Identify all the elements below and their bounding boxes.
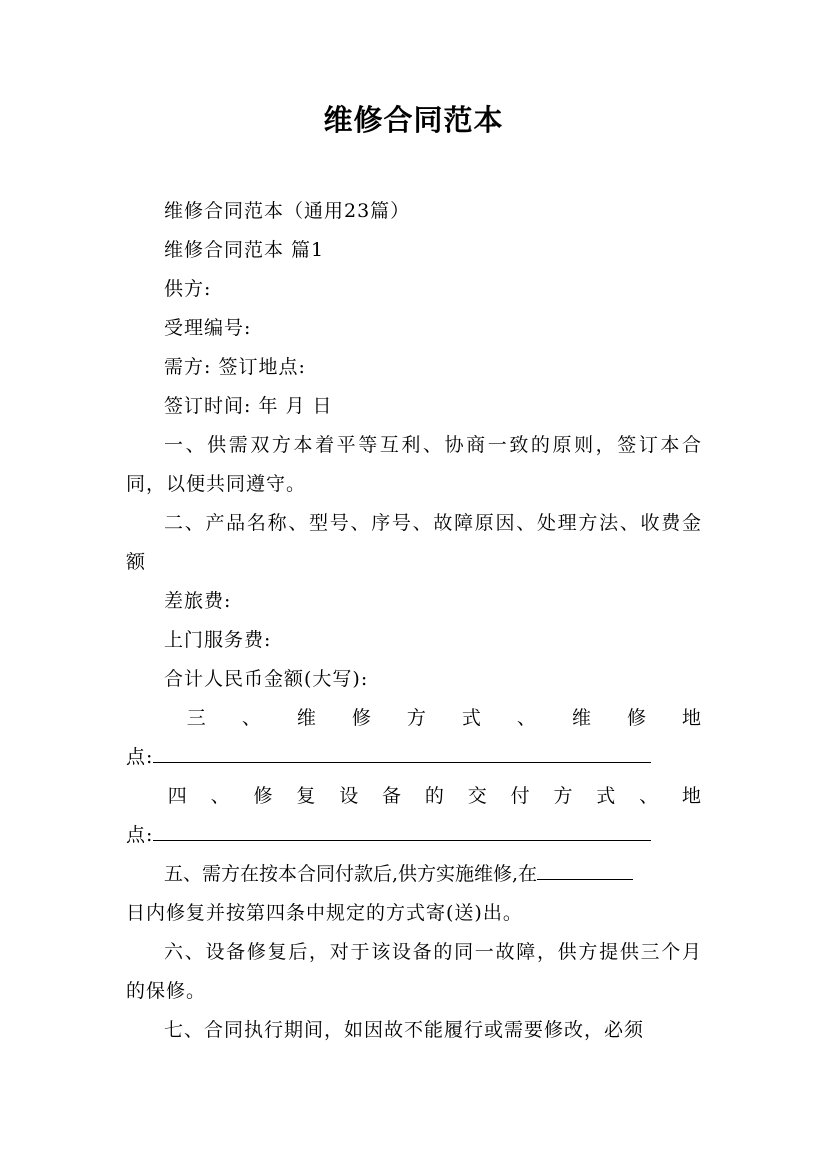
clause-3-place-line: [126, 738, 702, 777]
clause-4-place-line: [126, 816, 702, 855]
document-body: [126, 192, 702, 1050]
clause-5: [126, 855, 702, 894]
supplier-field: 供方:: [164, 278, 212, 300]
clause-4-label: 四、修复设备的交付方式、地: [167, 785, 702, 807]
travel-expense-field: 差旅费:: [164, 590, 232, 612]
clause-4-tail: 点:: [126, 824, 154, 846]
clause-6: 六、设备修复后，对于该设备的同一故障，供方提供三个月的保修。: [126, 941, 702, 1002]
clause-3-tail: 点:: [126, 746, 154, 768]
clause-2: 二、产品名称、型号、序号、故障原因、处理方法、收费金额: [126, 512, 702, 573]
clause-1: 一、供需双方本着平等互利、协商一致的原则，签订本合同，以便共同遵守。: [126, 434, 702, 495]
clause-3-blank: [153, 743, 651, 763]
buyer-signing-place-field: 需方: 签订地点:: [164, 356, 306, 378]
total-amount-field: 合计人民币金额(大写):: [164, 668, 369, 690]
clause-5-blank: [537, 860, 633, 880]
acceptance-number-field: 受理编号:: [164, 317, 252, 339]
onsite-service-fee-field: 上门服务费:: [164, 629, 272, 651]
signing-date-field: 签订时间: 年 月 日: [164, 395, 333, 417]
clause-3-label: 三、维修方式、维修地: [186, 707, 702, 729]
document-title: 维修合同范本: [323, 103, 504, 137]
clause-7: 七、合同执行期间，如因故不能履行或需要修改，必须: [164, 1019, 645, 1041]
section-heading: 维修合同范本 篇1: [164, 239, 325, 261]
clause-5-head: 五、需方在按本合同付款后,供方实施维修,在: [164, 863, 538, 885]
clause-5-tail: 日内修复并按第四条中规定的方式寄(送)出。: [126, 902, 523, 924]
subtitle-line: 维修合同范本（通用23篇）: [164, 200, 411, 222]
clause-4-blank: [153, 821, 651, 841]
